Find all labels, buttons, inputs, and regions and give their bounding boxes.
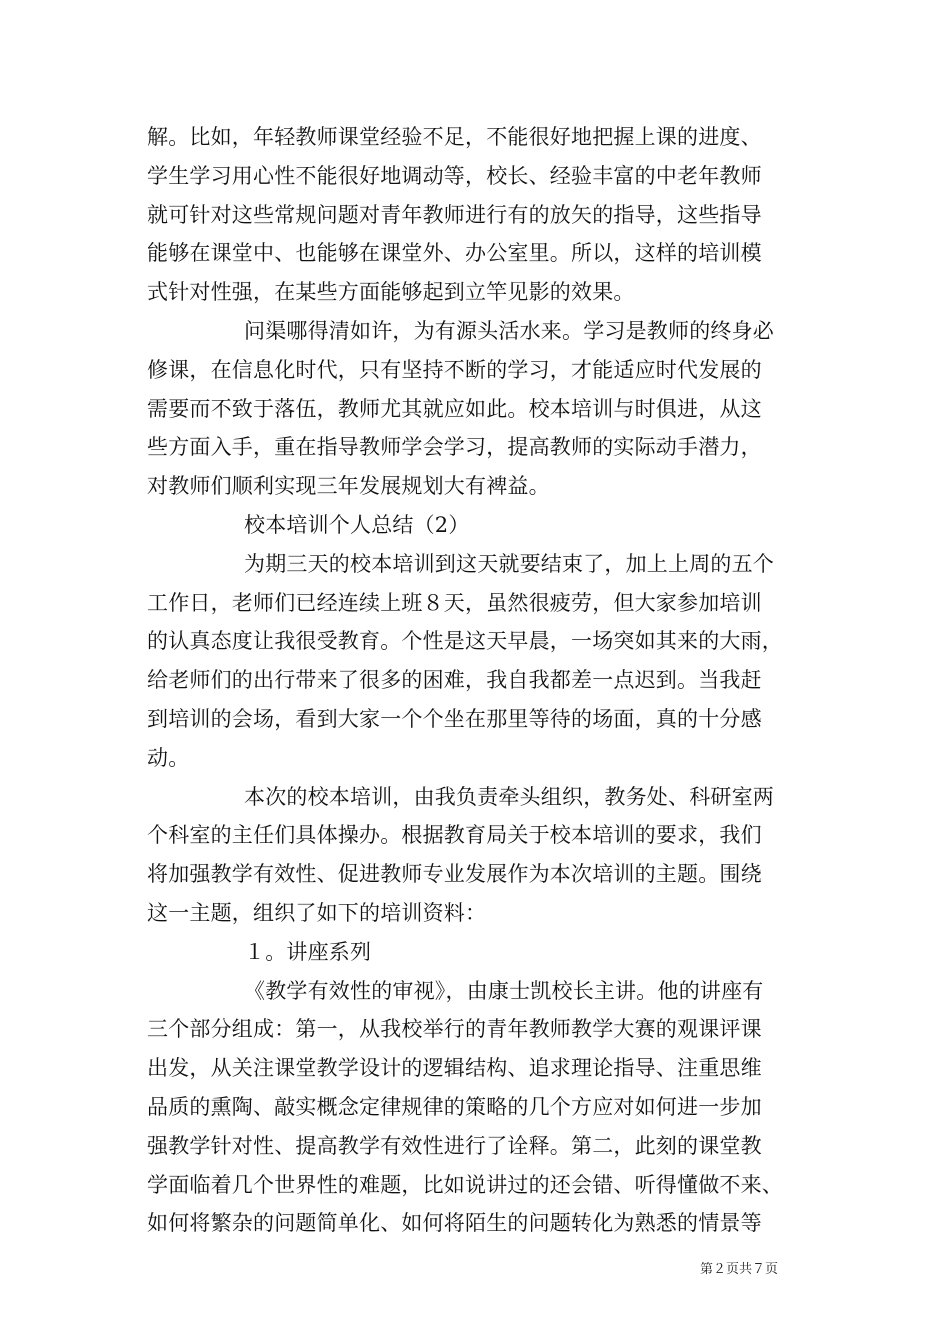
text-line: 如何将繁杂的问题简单化、如何将陌生的问题转化为熟悉的情景等 xyxy=(147,1211,762,1236)
text-line: 的认真态度让我很受教育。个性是这天早晨，一场突如其来的大雨， xyxy=(147,629,783,654)
text-line: 动。 xyxy=(147,745,190,770)
page-number: 第２页共７页 xyxy=(700,1262,779,1277)
text-line: 些方面入手，重在指导教师学会学习，提高教师的实际动手潜力， xyxy=(147,435,762,460)
text-line: 出发，从关注课堂教学设计的逻辑结构、追求理论指导、注重思维 xyxy=(147,1056,762,1081)
section-title: 校本培训个人总结（2） xyxy=(244,512,470,537)
text-line: 品质的熏陶、敲实概念定律规律的策略的几个方应对如何进一步加 xyxy=(147,1094,762,1119)
text-line: 对教师们顺利实现三年发展规划大有裨益。 xyxy=(147,474,550,499)
text-line: 给老师们的出行带来了很多的困难，我自我都差一点迟到。当我赶 xyxy=(147,668,762,693)
text-line: 解。比如，年轻教师课堂经验不足，不能很好地把握上课的进度、 xyxy=(147,125,762,149)
text-line: 就可针对这些常规问题对青年教师进行有的放矢的指导，这些指导 xyxy=(147,202,762,227)
text-line: 学生学习用心性不能很好地调动等，校长、经验丰富的中老年教师 xyxy=(147,163,762,188)
text-line: 工作日，老师们已经连续上班８天，虽然很疲劳，但大家参加培训 xyxy=(147,590,762,615)
list-heading: １。讲座系列 xyxy=(244,939,372,964)
text-line: 这一主题，组织了如下的培训资料： xyxy=(147,900,487,925)
text-line: 修课，在信息化时代，只有坚持不断的学习，才能适应时代发展的 xyxy=(147,357,762,382)
text-line: 到培训的会场，看到大家一个个坐在那里等待的场面，真的十分感 xyxy=(147,706,762,731)
text-line: 需要而不致于落伍，教师尤其就应如此。校本培训与时俱进，从这 xyxy=(147,396,762,421)
text-line: 强教学针对性、提高教学有效性进行了诠释。第二，此刻的课堂教 xyxy=(147,1133,762,1158)
paragraph-start: 问渠哪得清如许，为有源头活水来。学习是教师的终身必 xyxy=(244,318,774,343)
paragraph-start: 本次的校本培训，由我负责牵头组织，教务处、科研室两 xyxy=(244,784,774,809)
paragraph-start: 《教学有效性的审视》，由康士凯校长主讲。他的讲座有 xyxy=(244,978,764,1003)
text-line: 个科室的主任们具体操办。根据教育局关于校本培训的要求，我们 xyxy=(147,823,762,848)
body-text xyxy=(147,118,807,1243)
text-line: 能够在课堂中、也能够在课堂外、办公室里。所以，这样的培训模 xyxy=(147,241,762,266)
text-line: 三个部分组成：第一，从我校举行的青年教师教学大赛的观课评课 xyxy=(147,1017,762,1042)
text-line: 学面临着几个世界性的难题，比如说讲过的还会错、听得懂做不来、 xyxy=(147,1172,783,1197)
text-line: 式针对性强，在某些方面能够起到立竿见影的效果。 xyxy=(147,280,635,305)
paragraph-start: 为期三天的校本培训到这天就要结束了，加上上周的五个 xyxy=(244,551,774,576)
text-line: 将加强教学有效性、促进教师专业发展作为本次培训的主题。围绕 xyxy=(147,862,762,887)
